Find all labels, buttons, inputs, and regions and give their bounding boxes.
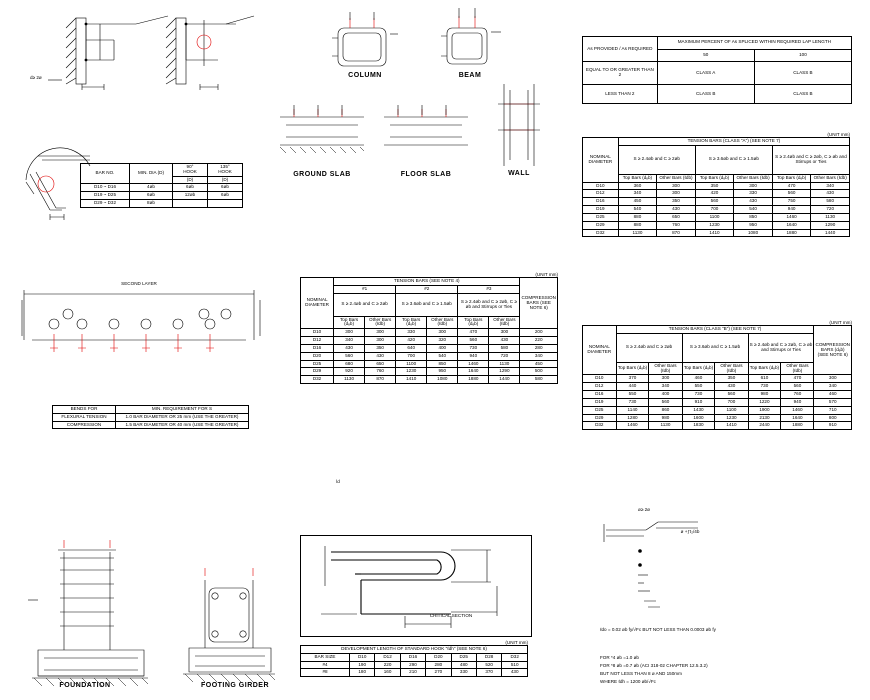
detail-wall-anchorage-left <box>18 14 268 94</box>
column-label: COLUMN <box>348 72 382 79</box>
ground-slab-label: GROUND SLAB <box>293 171 351 178</box>
group-head-1: #1 <box>334 285 396 293</box>
detail-bar-stack <box>630 545 690 625</box>
table-row: EQUAL TO OR GREATER THAN 2 CLASS A CLASS B <box>583 62 852 85</box>
group-cond-2: S ≥ 3.6øb and C ≥ 1.5øb <box>396 293 458 316</box>
hook-dev-block <box>300 640 530 677</box>
hook-table-subheader-90: (D) <box>173 176 208 184</box>
sub-head-top-3: Top Bars (dₑb) <box>458 316 489 329</box>
splice-title-span: MAXIMUM PERCENT OF As SPLICED WITHIN REQUIRED LAP LENGTH <box>657 37 851 50</box>
table-row: D32 1130 870 1410 1080 1880 1440 <box>583 229 850 237</box>
hook-dev-unit: (UNIT mm) <box>505 640 528 645</box>
splice-percent-100: 100 <box>754 49 851 62</box>
class-a-table <box>582 137 850 237</box>
sub-head-top-1: Top Bars (dₑb) <box>334 316 365 329</box>
table-row: D32 1460 1130 1830 1410 2440 1880 910 <box>583 422 852 430</box>
detail-bar-offset <box>600 508 720 544</box>
tension-note4-block <box>300 272 562 384</box>
table-row: D29 1280 980 1600 1230 2130 1640 800 <box>583 414 852 422</box>
detail-column <box>320 10 410 80</box>
note-formula-4: BUT NOT LESS THAN 8 ø AND 150mm <box>600 671 682 676</box>
class-b-block <box>582 320 854 430</box>
table-row: D19 730 560 910 700 1220 940 570 <box>583 398 852 406</box>
table-row: D29 880 760 1230 950 1640 1290 <box>583 221 850 229</box>
splice-title-col: As PROVIDED / As REQUIRED <box>583 37 658 62</box>
sub-head-top-3: Top Bars (dₑb) <box>772 174 810 182</box>
table-row: D12 340 300 420 330 560 430 <box>583 190 850 198</box>
sub-head-other-1: Other Bars (ℓdb) <box>365 316 396 329</box>
table-row: #4 190 220 290 280 480 520 510 <box>301 661 528 669</box>
hook-table <box>80 163 243 208</box>
col-nominal-diameter: NOMINAL DIAMETER <box>301 278 334 329</box>
hook-dev-table <box>300 645 528 677</box>
sub-head-other-2: Other Bars (ℓdb) <box>427 316 458 329</box>
table-row: D25 880 650 1100 850 1460 1130 <box>583 213 850 221</box>
sub-head-other-3: Other Bars (ℓdb) <box>811 174 850 182</box>
sub-head-top-3: Top Bars (dₑb) <box>748 362 781 375</box>
class-a-cond-1: S ≥ 2.4øb and C ≥ 2øb <box>618 145 695 174</box>
table-row: BAR SIZE D10 D12 D16 D20 D25 D28 D32 <box>301 653 528 661</box>
class-a-cond-3: S ≥ 2.4øb and C ≥ 2øb, C ≥ øb and Stirrups or Ties <box>772 145 849 174</box>
class-b-table <box>582 325 852 430</box>
hook-table-header-bar-no: BAR NO. <box>81 164 130 184</box>
hook-table-header-min-dia: MIN. DIA (D) <box>130 164 173 184</box>
note-formula-2: FOR *4 øb =1.0 øb <box>600 655 639 660</box>
note-formula-3: FOR *8 øb =0.7 øb (ACI 318-02 CHAPTER 12.5.3.2) <box>600 663 708 668</box>
group-cond-3: S ≥ 2.4øb and C ≥ 2øb, C ≥ øb and Stirrups or Ties <box>458 293 520 316</box>
splice-percent-50: 50 <box>657 49 754 62</box>
detail-ground-slab <box>274 95 370 185</box>
detail-beam <box>425 6 515 80</box>
class-b-cond-3: S ≥ 2.4øb and C ≥ 2øb, C ≥ øb and Stirrups or Ties <box>748 333 814 362</box>
table-row: LESS THAN 2 CLASS B CLASS B <box>583 85 852 104</box>
tension-note4-comp-header: COMPRESSION BARS (SEE NOTE 6) <box>520 278 558 329</box>
bar-offset-ref: ø≥ 2ø <box>638 507 650 512</box>
detail-dim-left: d≥ 2ø <box>30 75 42 80</box>
table-row: D25 680 650 1100 850 1460 1130 450 <box>301 360 558 368</box>
class-a-unit: (UNIT mm) <box>827 132 850 137</box>
sub-head-other-3: Other Bars (ℓdb) <box>781 362 814 375</box>
critical-section-label: CRITICAL SECTION <box>429 613 473 618</box>
sub-head-top-2: Top Bars (dₑb) <box>695 174 733 182</box>
sub-head-other-1: Other Bars (ℓdb) <box>649 362 682 375</box>
table-row: COMPRESSION 1.5 BAR DIAMETER OR 40 mm (USE THE GREATER) <box>53 421 249 429</box>
detail-standard-hook <box>300 535 532 637</box>
detail-foundation <box>20 540 170 690</box>
table-row: D12 440 340 550 430 730 560 340 <box>583 383 852 391</box>
foundation-label: FOUNDATION <box>59 682 111 689</box>
bend-requirement-table <box>52 405 249 429</box>
sub-head-top-1: Top Bars (dₑb) <box>618 174 656 182</box>
class-b-unit: (UNIT mm) <box>829 320 852 325</box>
table-row: D10 ~ D16 4øb 6øb 6øb <box>81 184 243 192</box>
table-row: D16 450 350 560 430 750 580 <box>583 198 850 206</box>
class-a-block <box>582 132 852 237</box>
bend-table-header-right: MIN. REQUIREMENT FOR S <box>116 406 249 414</box>
class-b-cond-2: S ≥ 3.6øb and C ≥ 1.5øb <box>682 333 748 362</box>
note-formula-5: WHERE ℓdh = 1200 øb/√Fc <box>600 679 656 684</box>
wall-label: WALL <box>508 170 530 177</box>
hook-table-subheader-135: (D) <box>208 176 243 184</box>
table-row: D10 360 300 350 300 470 340 <box>583 182 850 190</box>
table-row: D16 430 350 640 400 730 580 280 <box>301 344 558 352</box>
table-row: D29 ~ D32 8øb <box>81 200 243 208</box>
detail-second-layer <box>14 280 264 370</box>
tension-note4-title: TENSION BARS (SEE NOTE 4) <box>334 278 520 286</box>
detail-footing-girder <box>175 540 295 690</box>
tension-note4-table <box>300 277 558 384</box>
second-layer-label: SECOND LAYER <box>121 281 157 286</box>
table-row: D32 1130 870 1410 1080 1880 1440 580 <box>301 376 558 384</box>
detail-floor-slab <box>378 95 474 185</box>
class-b-comp-header: COMPRESSION BARS (dₑb) (SEE NOTE 6) <box>814 326 852 375</box>
class-b-title: TENSION BARS (CLASS "B") (SEE NOTE 7) <box>616 326 814 334</box>
table-row: D19 540 430 700 540 940 720 <box>583 206 850 214</box>
col-nominal-diameter: NOMINAL DIAMETER <box>583 326 617 375</box>
table-row: D20 560 430 700 540 940 720 340 <box>301 352 558 360</box>
sub-head-other-3: Other Bars (ℓdb) <box>489 316 520 329</box>
table-row: D25 1140 860 1430 1100 1900 1460 710 <box>583 406 852 414</box>
sub-head-other-2: Other Bars (ℓdb) <box>715 362 748 375</box>
table-row: D10 300 300 330 300 470 300 200 <box>301 329 558 337</box>
hook-table-header-90: 90° HOOK <box>173 164 208 177</box>
sub-head-other-1: Other Bars (ℓdb) <box>657 174 696 182</box>
sub-head-top-1: Top Bars (dₑb) <box>616 362 649 375</box>
table-row: D19 ~ D25 6øb 12øb 6øb <box>81 192 243 200</box>
footing-girder-label: FOOTING GIRDER <box>200 682 270 689</box>
floor-slab-label: FLOOR SLAB <box>400 171 452 178</box>
sub-head-top-2: Top Bars (dₑb) <box>396 316 427 329</box>
sub-head-other-2: Other Bars (ℓdb) <box>734 174 773 182</box>
class-a-cond-2: S ≥ 3.6øb and C ≥ 1.5øb <box>695 145 772 174</box>
bar-offset-eq: ø +ƒt₂/4b <box>680 529 700 534</box>
stray-label-ld: ld <box>336 479 340 484</box>
class-b-cond-1: S ≥ 2.4øb and C ≥ 2øb <box>616 333 682 362</box>
bend-table-header-left: BENDS FOR <box>53 406 116 414</box>
group-head-2: #2 <box>396 285 458 293</box>
beam-label: BEAM <box>458 72 482 79</box>
sub-head-top-2: Top Bars (dₑb) <box>682 362 715 375</box>
table-row: D12 340 300 420 320 560 430 220 <box>301 337 558 345</box>
col-nominal-diameter: NOMINAL DIAMETER <box>583 138 619 183</box>
tension-note4-unit: (UNIT mm) <box>535 272 558 277</box>
detail-wall <box>484 78 554 182</box>
splice-class-table <box>582 36 852 104</box>
hook-table-header-135: 135° HOOK <box>208 164 243 177</box>
table-row: #8 180 160 210 270 330 370 430 <box>301 669 528 677</box>
hook-dev-title: DEVELOPMENT LENGTH OF STANDARD HOOK "ℓdh" (SEE NOTE 6) <box>301 646 528 654</box>
table-row: D16 550 400 730 560 980 760 460 <box>583 391 852 399</box>
note-formula-ldo: ℓdo = 0.02 øb fy/√Fc BUT NOT LESS THAN 0.0003 øb fy <box>600 627 716 632</box>
table-row: FLEXURAL TENSION 1.0 BAR DIAMETER OR 25 mm (USE THE GREATER) <box>53 413 249 421</box>
group-head-3: #3 <box>458 285 520 293</box>
table-row: D29 920 760 1230 950 1640 1290 500 <box>301 368 558 376</box>
group-cond-1: S ≥ 2.4øb and C ≥ 2øb <box>334 293 396 316</box>
table-row: D10 370 300 460 350 610 470 300 <box>583 375 852 383</box>
class-a-title: TENSION BARS (CLASS "A") (SEE NOTE 7) <box>618 138 849 146</box>
